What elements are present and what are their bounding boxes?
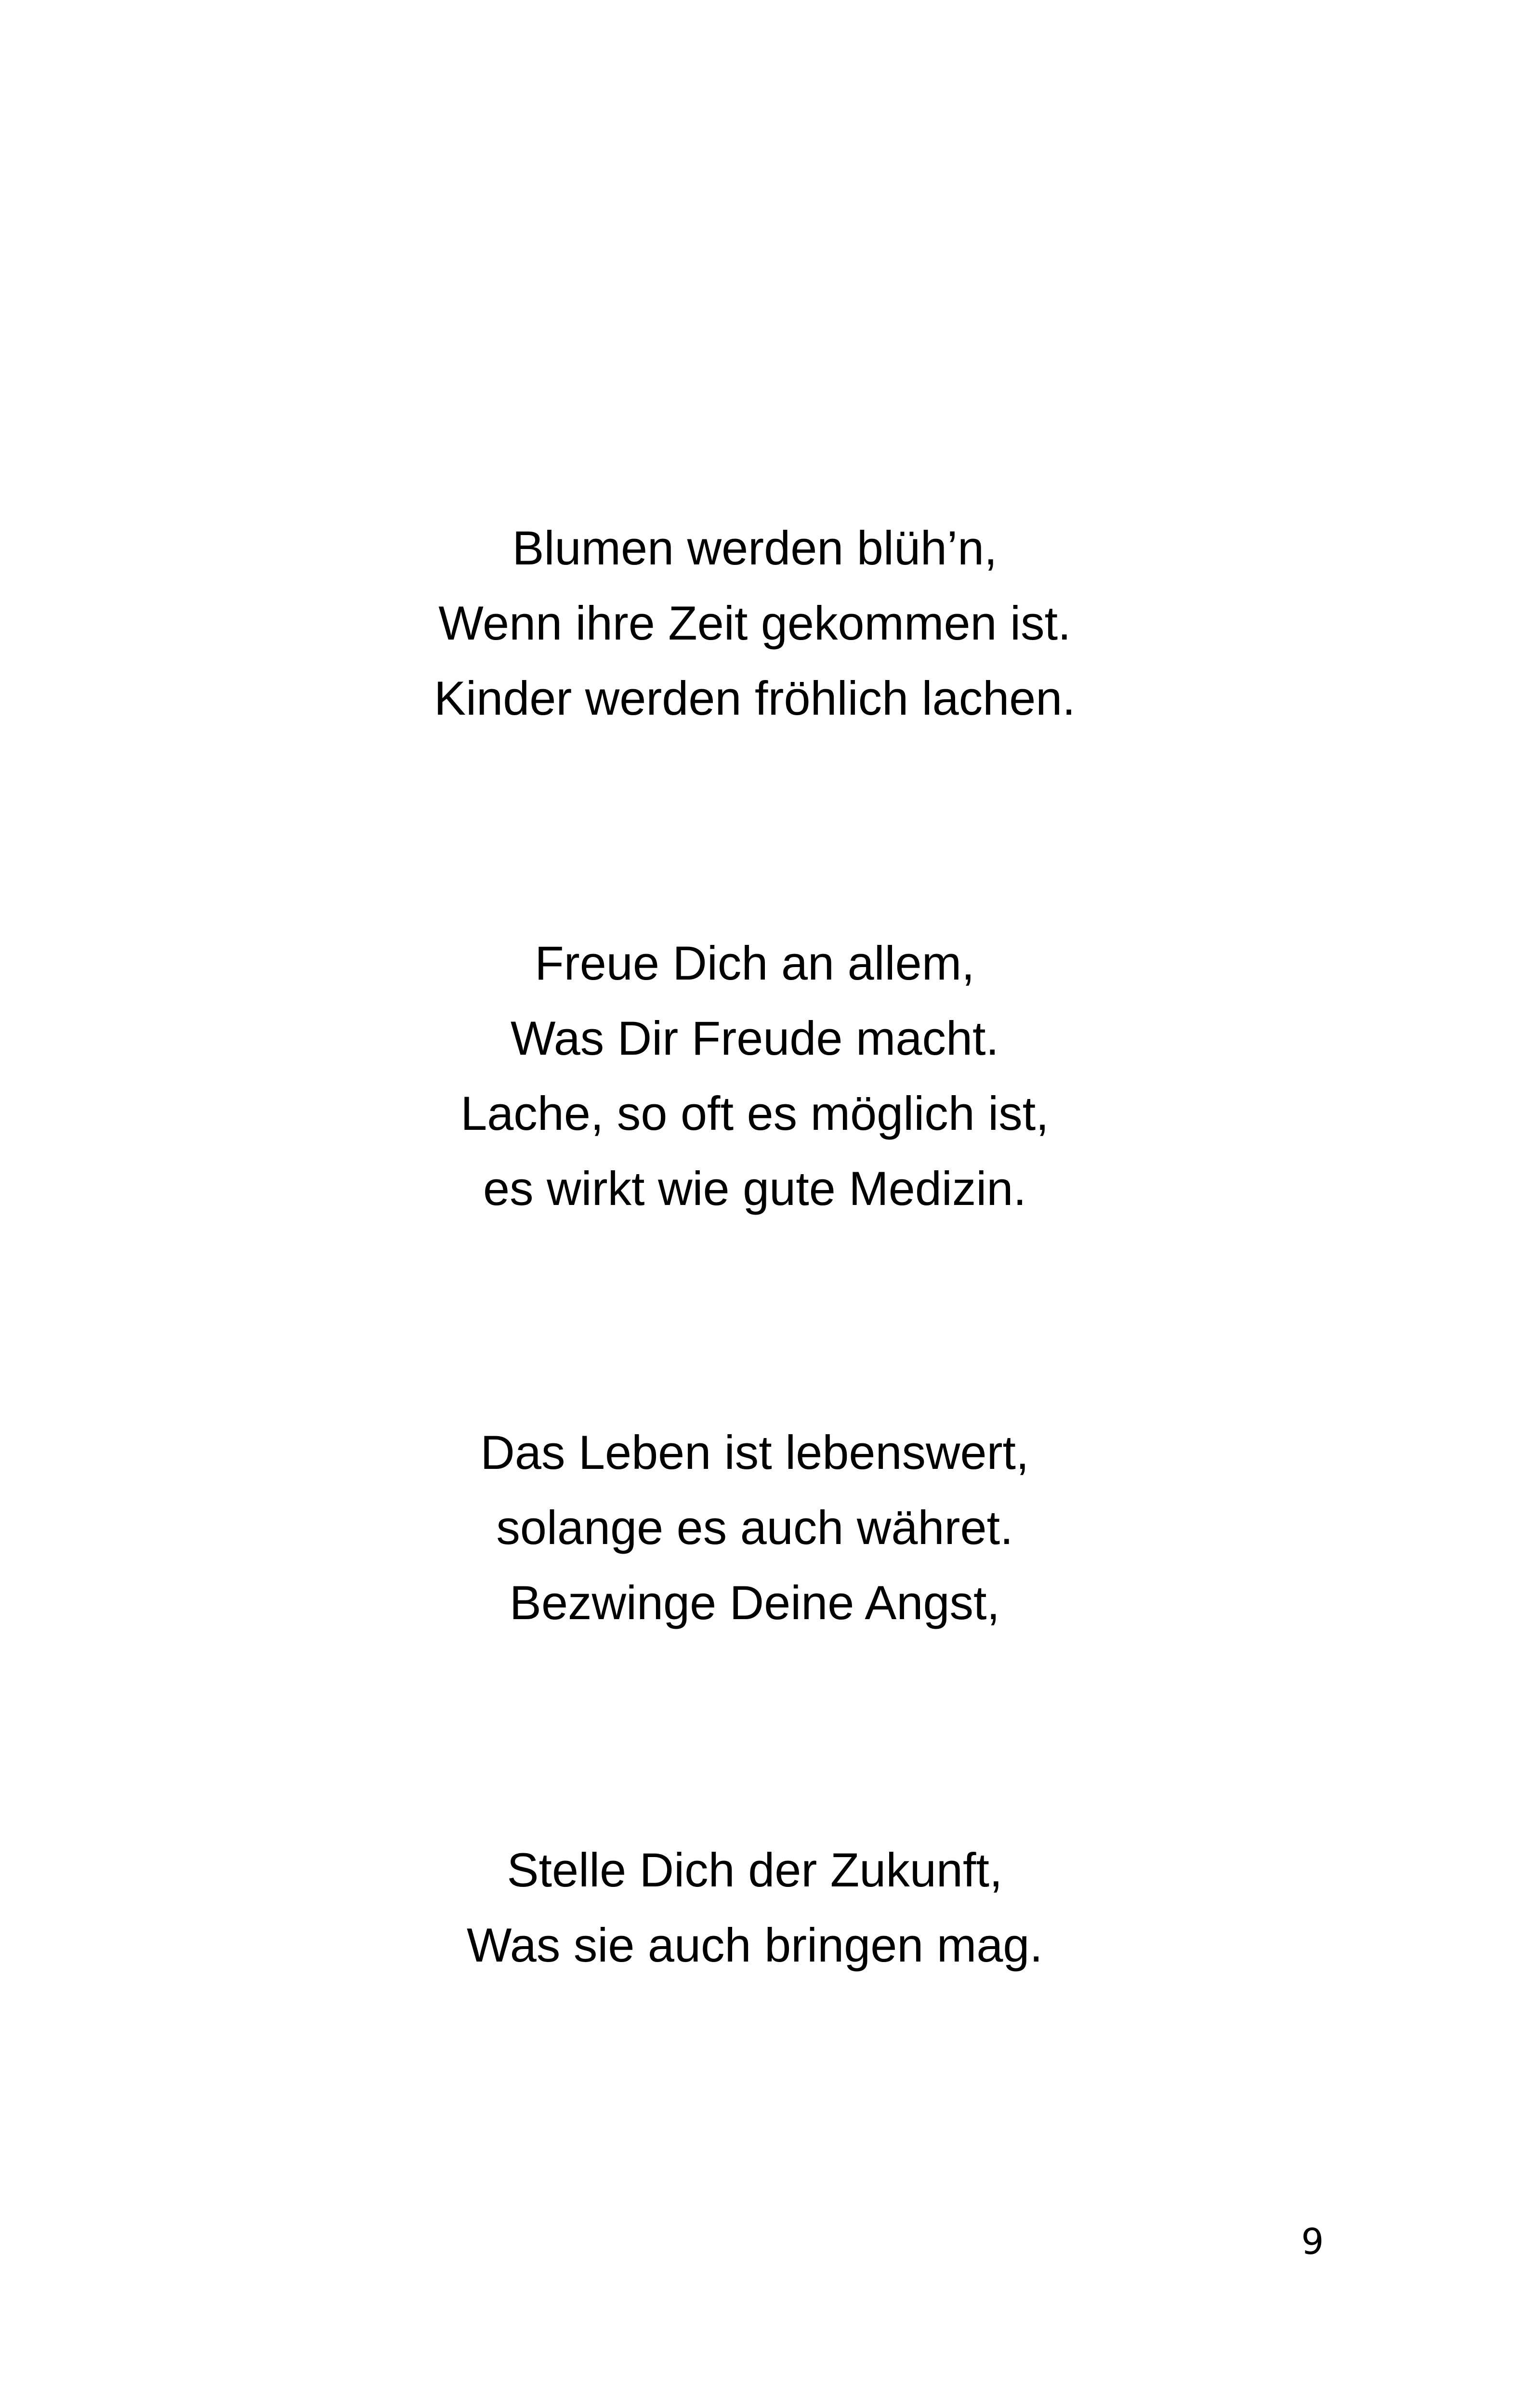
poem-line: solange es auch währet. xyxy=(496,1501,1013,1554)
poem-line: Wenn ihre Zeit gekommen ist. xyxy=(438,596,1071,650)
page-number: 9 xyxy=(1301,2221,1324,2263)
stanza-4 xyxy=(0,1832,1510,1983)
poem-line: Was sie auch bringen mag. xyxy=(467,1918,1043,1972)
poem-line: Freue Dich an allem, xyxy=(535,936,975,990)
poem-line: Stelle Dich der Zukunft, xyxy=(507,1843,1003,1897)
stanza-2 xyxy=(0,926,1510,1226)
poem-line: Bezwinge Deine Angst, xyxy=(509,1576,1000,1629)
poem-line: es wirkt wie gute Medizin. xyxy=(483,1162,1026,1215)
poem-line: Lache, so oft es möglich ist, xyxy=(460,1086,1049,1140)
poem-line: Das Leben ist lebenswert, xyxy=(480,1426,1029,1479)
poem-line: Kinder werden fröhlich lachen. xyxy=(434,671,1076,725)
stanza-3 xyxy=(0,1415,1510,1640)
stanza-1 xyxy=(0,510,1510,736)
poem-line: Blumen werden blüh’n, xyxy=(512,521,998,575)
poem-line: Was Dir Freude macht. xyxy=(510,1011,999,1065)
